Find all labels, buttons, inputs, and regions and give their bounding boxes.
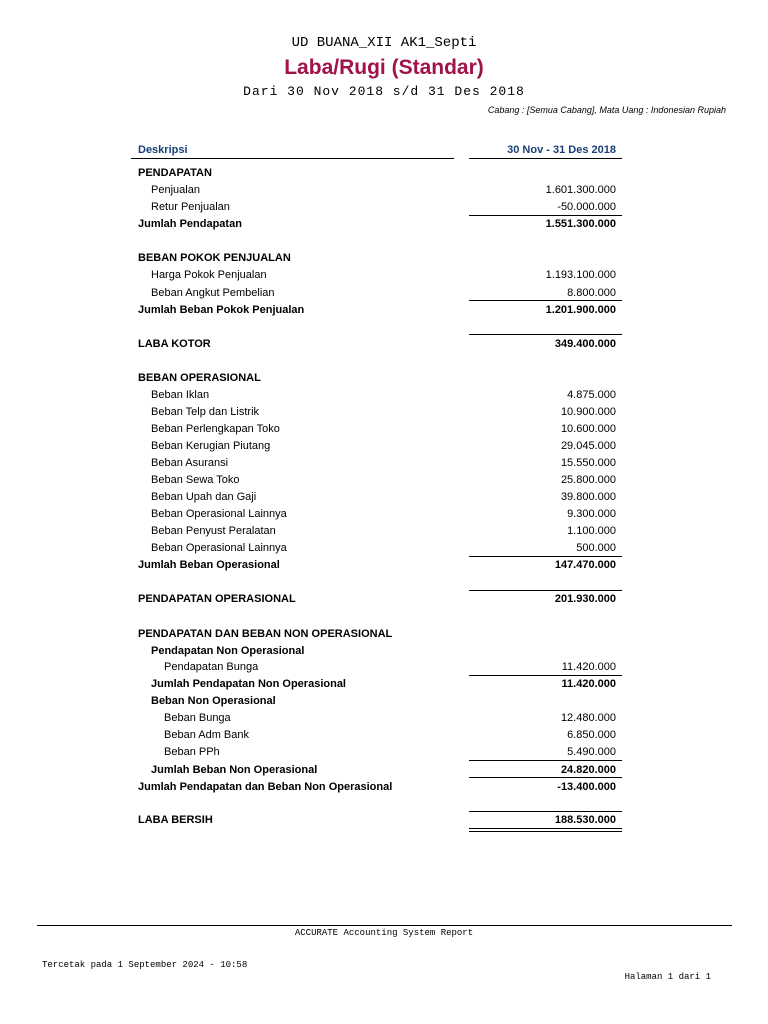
total-label: PENDAPATAN OPERASIONAL — [138, 593, 296, 605]
line-value: 39.800.000 — [560, 491, 616, 503]
line-value: -50.000.000 — [557, 201, 616, 213]
total-row — [0, 676, 768, 693]
line-item — [0, 285, 768, 302]
line-value: 25.800.000 — [560, 474, 616, 486]
section-title: BEBAN OPERASIONAL — [138, 372, 261, 384]
subtotal-rule — [469, 300, 622, 301]
line-item — [0, 710, 768, 727]
total-value: 188.530.000 — [554, 814, 616, 826]
line-item — [0, 744, 768, 761]
line-item — [0, 387, 768, 404]
line-value: 29.045.000 — [560, 440, 616, 452]
system-report-label: ACCURATE Accounting System Report — [294, 928, 474, 938]
total-row — [0, 557, 768, 574]
line-label: Penjualan — [151, 184, 200, 196]
total-row — [0, 762, 768, 779]
line-item — [0, 404, 768, 421]
line-label: Harga Pokok Penjualan — [151, 269, 267, 281]
line-label: Beban Angkut Pembelian — [151, 287, 275, 299]
section-title: BEBAN POKOK PENJUALAN — [138, 252, 291, 264]
line-item — [0, 727, 768, 744]
total-label: Jumlah Beban Operasional — [138, 559, 280, 571]
line-item — [0, 421, 768, 438]
line-label: Beban Kerugian Piutang — [151, 440, 271, 452]
line-value: 4.875.000 — [567, 389, 616, 401]
line-label: Beban Penyust Peralatan — [151, 525, 276, 537]
section-title: PENDAPATAN DAN BEBAN NON OPERASIONAL — [138, 628, 393, 640]
total-label: LABA KOTOR — [138, 338, 211, 350]
line-item — [0, 523, 768, 540]
line-item — [0, 455, 768, 472]
net-profit-row — [0, 812, 768, 829]
line-label: Beban Iklan — [151, 389, 210, 401]
total-value: 1.201.900.000 — [545, 304, 616, 316]
line-item — [0, 472, 768, 489]
section-title: PENDAPATAN — [138, 167, 212, 179]
section-pendapatan — [0, 165, 768, 182]
subtotal-rule — [469, 334, 622, 335]
subtotal-rule — [469, 760, 622, 761]
line-value: 6.850.000 — [567, 729, 616, 741]
line-item — [0, 438, 768, 455]
line-label: Beban Bunga — [164, 712, 231, 724]
line-item — [0, 659, 768, 676]
line-value: 9.300.000 — [567, 508, 616, 520]
line-value: 8.800.000 — [567, 287, 616, 299]
total-row — [0, 302, 768, 319]
line-item — [0, 489, 768, 506]
total-label: Jumlah Pendapatan — [138, 218, 242, 230]
line-item — [0, 182, 768, 199]
report-period: Dari 30 Nov 2018 s/d 31 Des 2018 — [243, 84, 525, 99]
double-rule-top — [469, 828, 622, 829]
line-label: Beban Adm Bank — [164, 729, 250, 741]
line-value: 1.193.100.000 — [545, 269, 616, 281]
section-beban-pokok — [0, 250, 768, 267]
printed-timestamp: Tercetak pada 1 September 2024 - 10:58 — [42, 960, 248, 970]
line-label: Beban Telp dan Listrik — [151, 406, 260, 418]
line-label: Beban Operasional Lainnya — [151, 542, 287, 554]
subsection-title: Beban Non Operasional — [151, 695, 276, 707]
line-value: 500.000 — [576, 542, 616, 554]
total-value: 147.470.000 — [554, 559, 616, 571]
line-label: Pendapatan Bunga — [164, 661, 259, 673]
total-row — [0, 779, 768, 796]
line-label: Beban Upah dan Gaji — [151, 491, 257, 503]
line-label: Beban Operasional Lainnya — [151, 508, 287, 520]
line-value: 10.600.000 — [560, 423, 616, 435]
column-header-period: 30 Nov - 31 Des 2018 — [507, 144, 616, 156]
company-name: UD BUANA_XII AK1_Septi — [291, 35, 477, 51]
gross-profit-row — [0, 336, 768, 353]
branch-currency-info: Cabang : [Semua Cabang], Mata Uang : Indonesian Rupiah — [487, 105, 726, 115]
header-divider-description — [131, 158, 454, 159]
line-value: 11.420.000 — [561, 661, 616, 673]
line-item — [0, 540, 768, 557]
line-label: Beban Sewa Toko — [151, 474, 240, 486]
line-item — [0, 199, 768, 216]
section-beban-operasional — [0, 370, 768, 387]
line-value: 10.900.000 — [560, 406, 616, 418]
line-label: Retur Penjualan — [151, 201, 230, 213]
line-label: Beban Perlengkapan Toko — [151, 423, 280, 435]
section-non-operasional — [0, 626, 768, 643]
line-value: 5.490.000 — [567, 746, 616, 758]
line-item — [0, 267, 768, 284]
column-header-description: Deskripsi — [138, 144, 188, 156]
total-value: 24.820.000 — [560, 764, 616, 776]
page-number: Halaman 1 dari 1 — [624, 972, 711, 982]
total-label: Jumlah Beban Non Operasional — [151, 764, 318, 776]
total-value: 349.400.000 — [554, 338, 616, 350]
double-rule-bottom — [469, 831, 622, 832]
total-value: -13.400.000 — [557, 781, 616, 793]
footer-divider — [37, 925, 732, 926]
header-divider-amount — [469, 158, 622, 159]
total-label: Jumlah Beban Pokok Penjualan — [138, 304, 305, 316]
operating-income-row — [0, 591, 768, 608]
total-label: Jumlah Pendapatan dan Beban Non Operasional — [138, 781, 393, 793]
line-value: 15.550.000 — [560, 457, 616, 469]
line-label: Beban PPh — [164, 746, 220, 758]
total-label: LABA BERSIH — [138, 814, 213, 826]
total-value: 201.930.000 — [554, 593, 616, 605]
subsection-beban-non-operasional — [0, 693, 768, 710]
total-value: 11.420.000 — [561, 678, 616, 690]
subtotal-rule — [469, 777, 622, 778]
line-label: Beban Asuransi — [151, 457, 229, 469]
subsection-title: Pendapatan Non Operasional — [151, 645, 305, 657]
total-value: 1.551.300.000 — [545, 218, 616, 230]
line-value: 12.480.000 — [560, 712, 616, 724]
line-item — [0, 506, 768, 523]
total-label: Jumlah Pendapatan Non Operasional — [151, 678, 346, 690]
total-row — [0, 216, 768, 233]
line-value: 1.100.000 — [567, 525, 616, 537]
subsection-pendapatan-non-operasional — [0, 643, 768, 660]
line-value: 1.601.300.000 — [545, 184, 616, 196]
report-title: Laba/Rugi (Standar) — [284, 56, 484, 79]
